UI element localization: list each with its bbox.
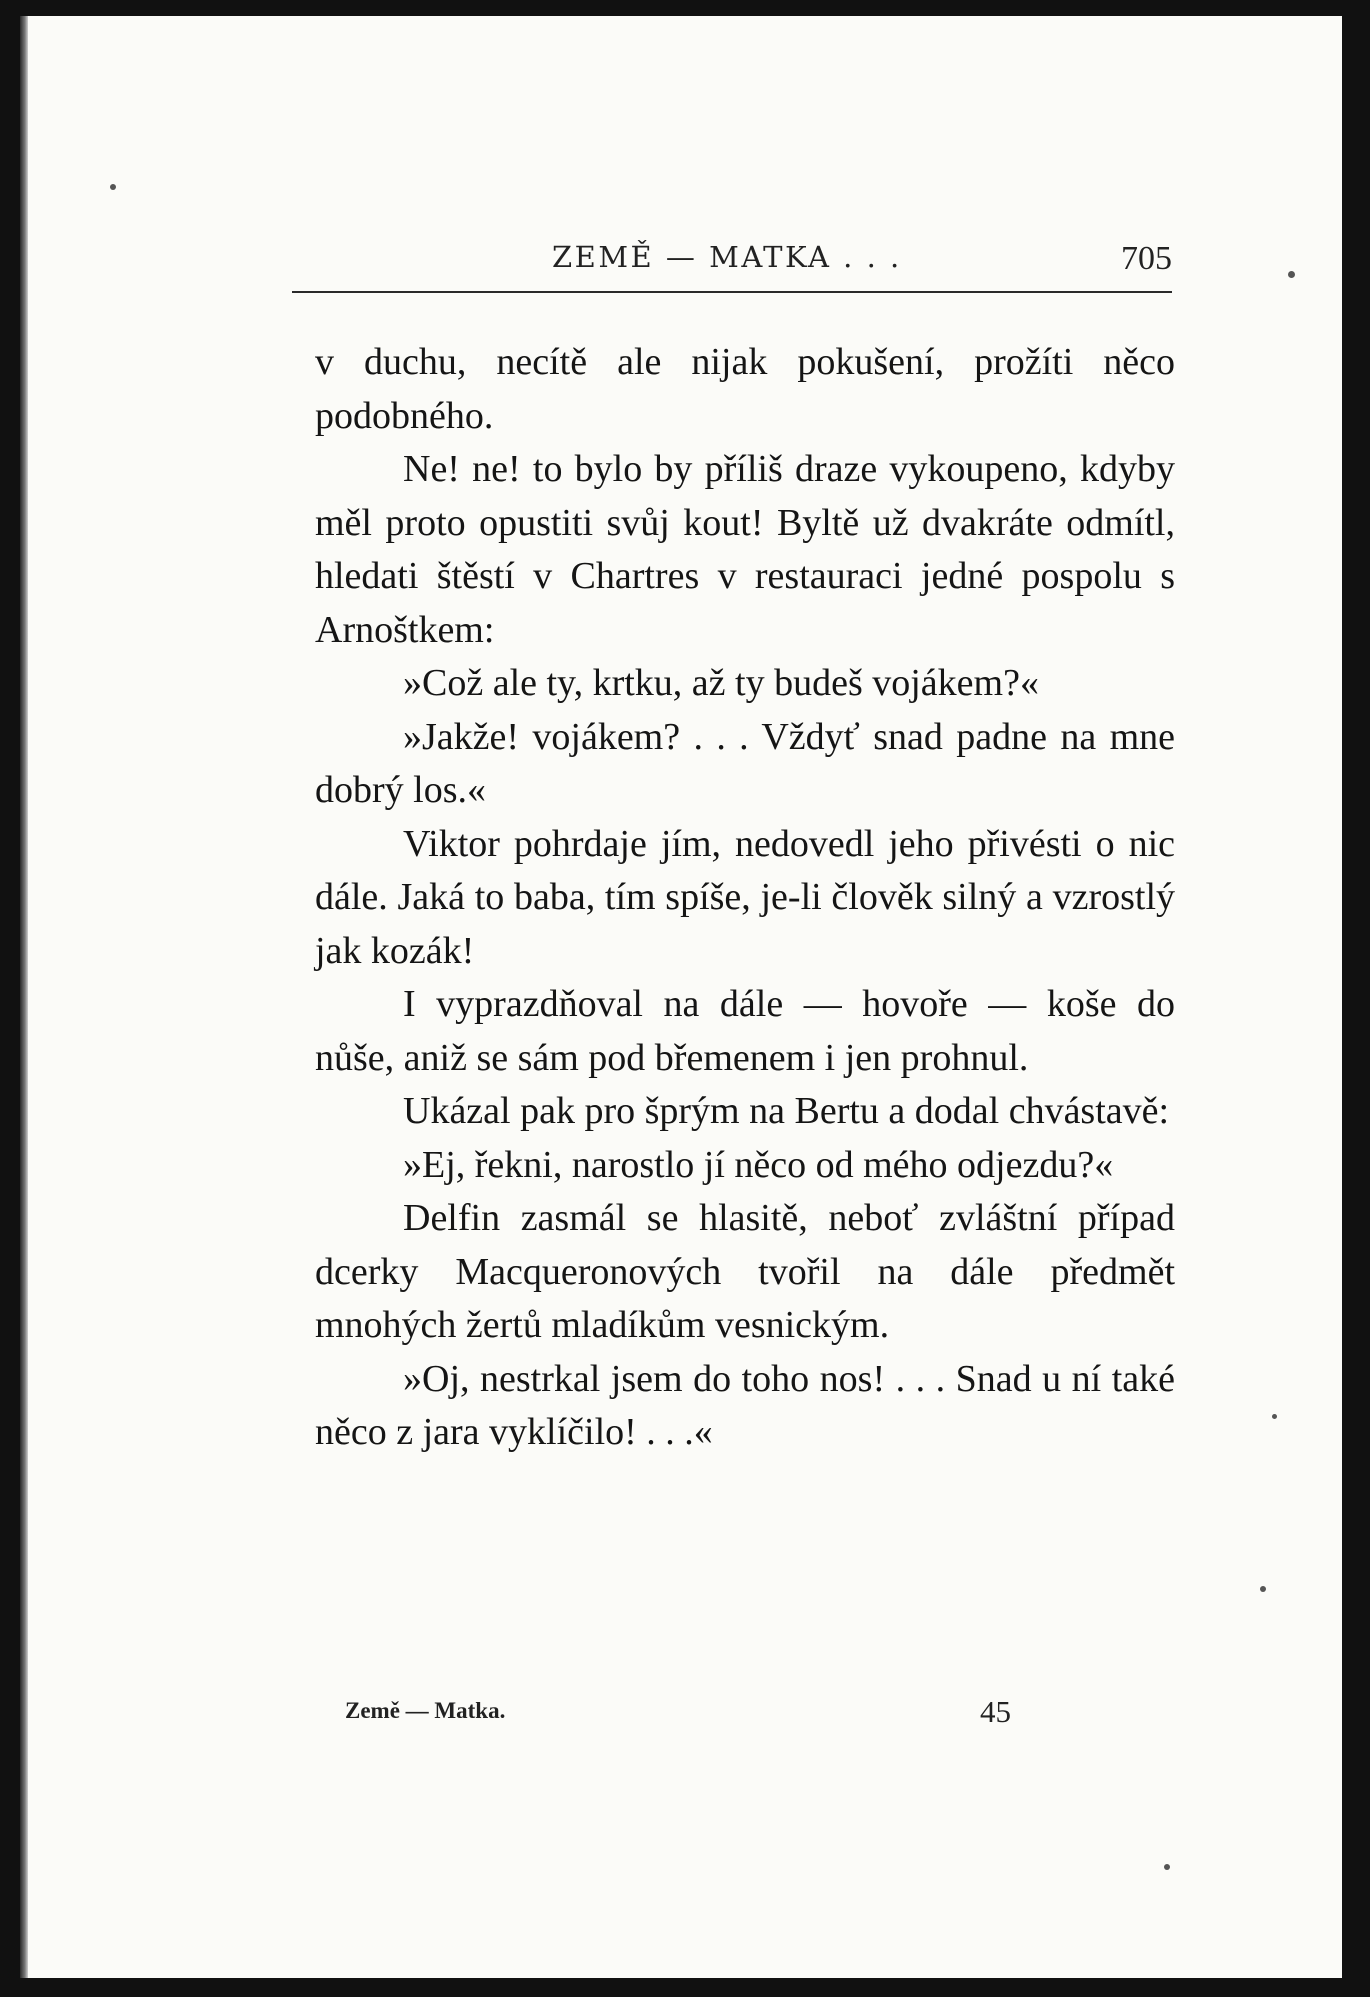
paragraph: »Ej, řekni, narostlo jí něco od mého odjezdu?« (403, 1143, 1114, 1186)
paragraph: I vyprazdňoval na dále — hovoře — koše do nůše, aniž se sám pod břemenem i jen prohnul. (315, 983, 1175, 1079)
paragraph: »Oj, nestrkal jsem do toho nos! . . . Snad u ní také něco z jara vyklíčilo! . . .« (315, 1357, 1175, 1453)
paragraph: Delfin zasmál se hlasitě, neboť zvláštní případ dcerky Macqueronových tvořil na dále předmět mnohých žertů mladíkům vesnickým. (315, 1197, 1175, 1346)
paragraph: Ne! ne! to bylo by příliš draze vykoupeno, kdyby měl proto opustiti svůj kout! Byltě už dvakráte odmítl, hledati štěstí v Chartres v restauraci jedné pospolu s Arnoštkem: (315, 448, 1175, 651)
paper-speck (1164, 1864, 1170, 1870)
paragraph: Viktor pohrdaje jím, nedovedl jeho přivésti o nic dále. Jaká to baba, tím spíše, je-li člověk silný a vzrostlý jak kozák! (315, 822, 1175, 972)
sheet-number: 45 (980, 1694, 1011, 1729)
signature-mark: Země — Matka. (345, 1698, 506, 1723)
paper-speck (1260, 1586, 1266, 1592)
running-title: ZEMĚ — MATKA . . . (552, 240, 902, 274)
paragraph: »Což ale ty, krtku, až ty budeš vojákem?« (403, 662, 1039, 704)
page-number: 705 (1121, 240, 1172, 277)
book-page (20, 16, 1342, 1978)
paper-speck (110, 184, 116, 190)
body-text (315, 336, 1175, 1460)
page-spine-shadow (20, 16, 28, 1978)
paper-speck (1288, 271, 1295, 278)
paragraph: Ukázal pak pro šprým na Bertu a dodal chvástavě: (403, 1090, 1170, 1132)
paragraph: v duchu, necítě ale nijak pokušení, prožíti něco podobného. (315, 341, 1175, 437)
paragraph: »Jakže! vojákem? . . . Vždyť snad padne na mne dobrý los.« (315, 715, 1175, 811)
printer-signature-line (345, 1694, 1045, 1738)
header-rule (292, 291, 1172, 293)
running-header (292, 226, 1172, 282)
paper-speck (1272, 1414, 1277, 1419)
